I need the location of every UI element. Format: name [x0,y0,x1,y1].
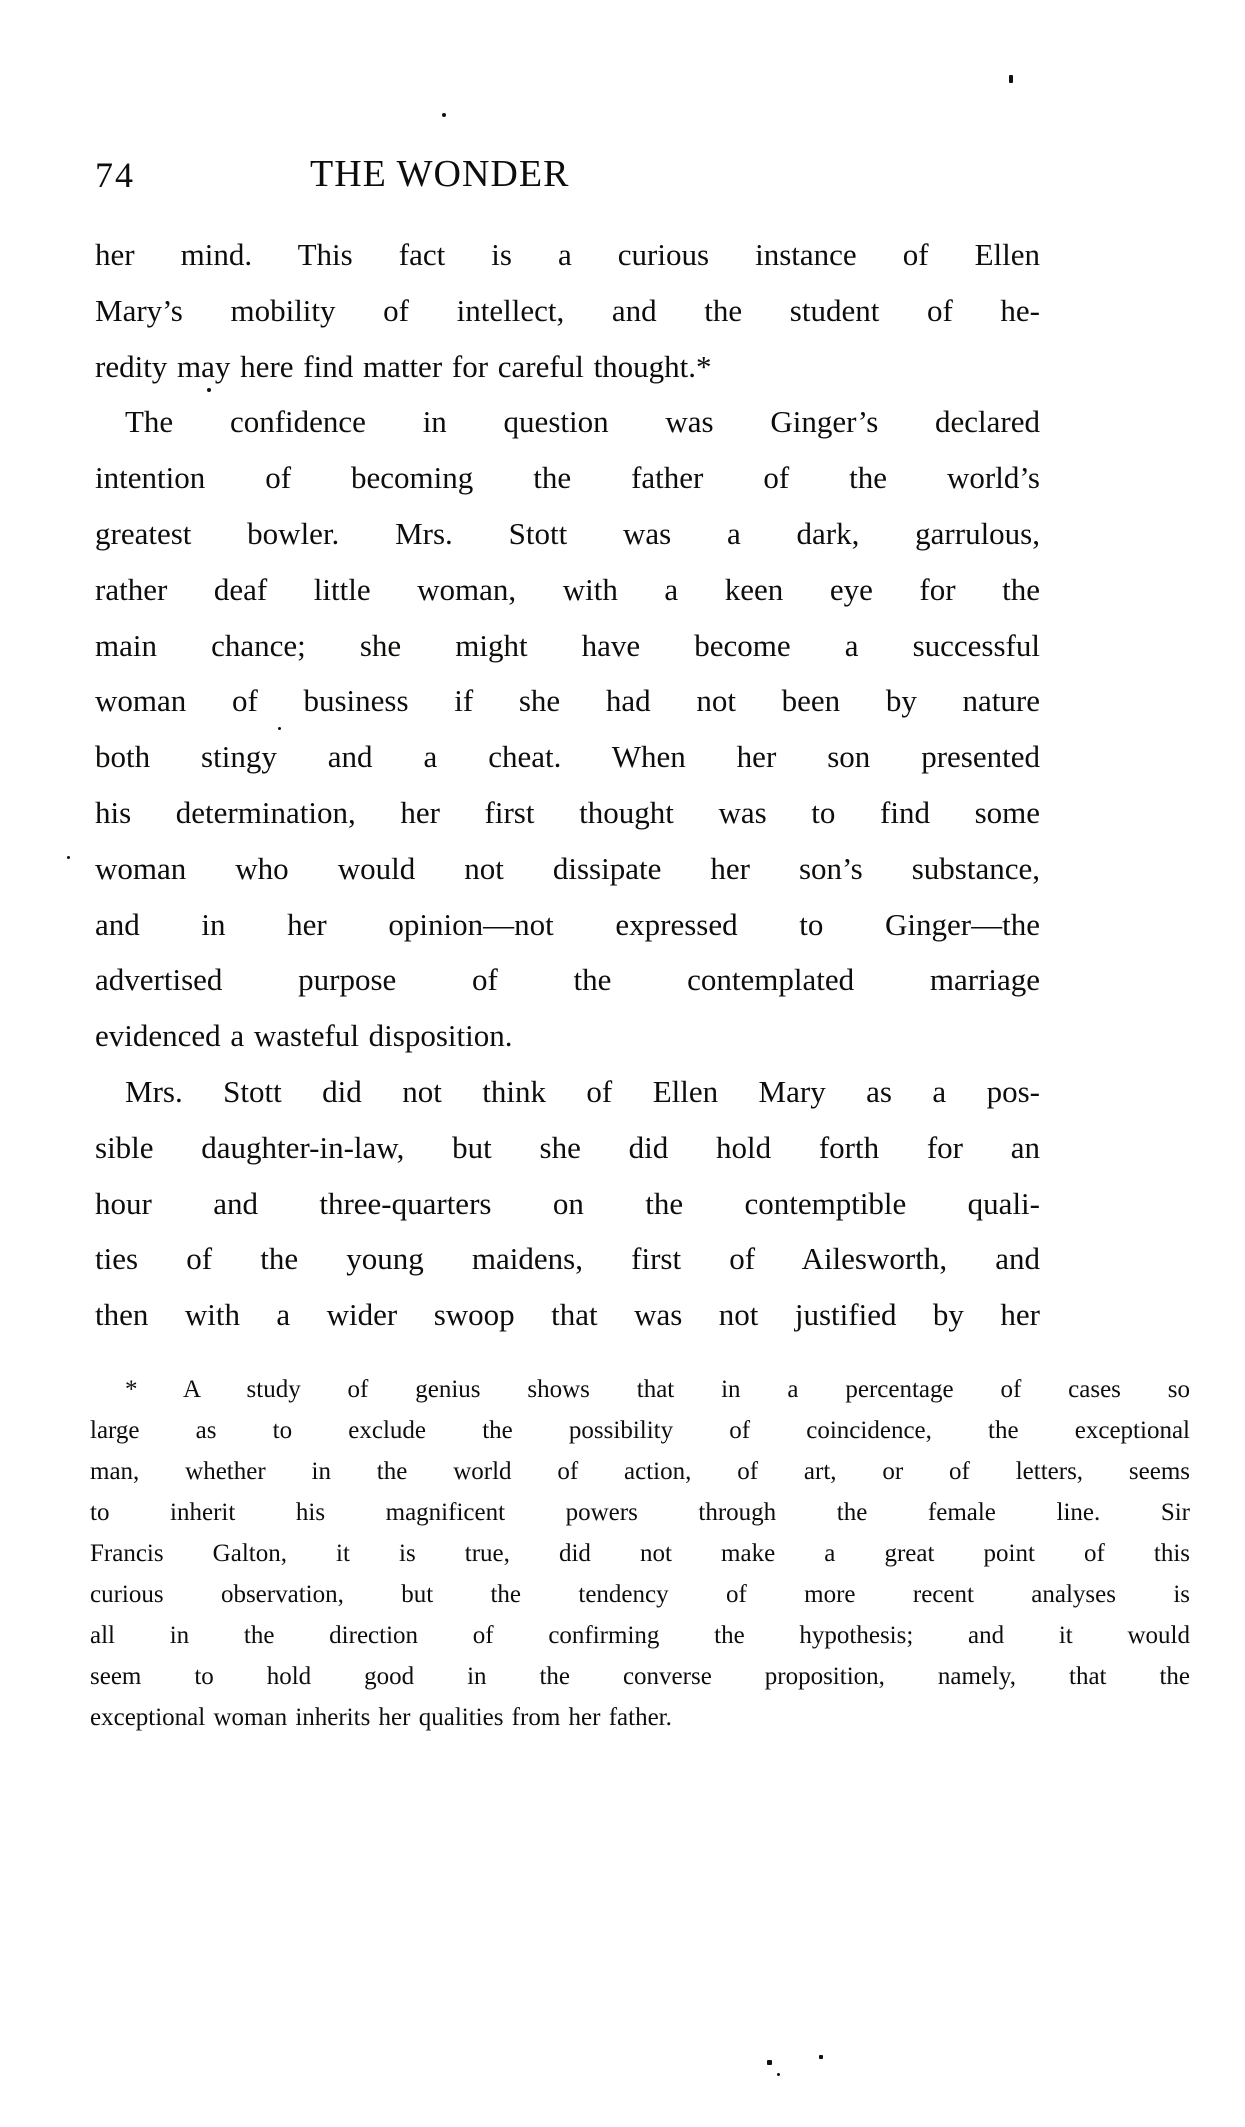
text-line: rather deaf little woman, with a keen eye for the [95,571,1040,607]
body-text [95,227,1040,1343]
text-line: her mind. This fact is a curious instance of Ellen [95,237,1040,272]
text-line: hour and three-quarters on the contemptible quali- [95,1185,1040,1221]
text-line: man, whether in the world of action, of art, or of letters, seems [90,1458,1190,1485]
scan-speck [767,2060,772,2065]
scan-speck [207,388,211,392]
paragraph [95,227,1040,394]
running-header-title: THE WONDER [310,153,570,195]
scan-speck [67,856,70,859]
text-line: all in the direction of confirming the hypothesis; and it would [90,1622,1190,1649]
paragraph [90,1369,1190,1738]
page-number: 74 [95,155,135,195]
text-line: advertised purpose of the contemplated marriage [95,962,1040,998]
text-line: Mary’s mobility of intellect, and the student of he- [95,292,1040,328]
paragraph [95,394,1040,1064]
scan-speck [278,727,281,730]
text-line: seem to hold good in the converse proposition, namely, that the [90,1663,1190,1690]
text-line: ties of the young maidens, first of Ailesworth, and [95,1241,1040,1277]
text-line: main chance; she might have become a successful [95,627,1040,663]
scan-speck [442,113,446,117]
text-line: then with a wider swoop that was not justified by her [95,1297,1040,1333]
scan-speck [819,2055,823,2059]
text-line: to inherit his magnificent powers through the female line. Sir [90,1499,1190,1526]
text-line: greatest bowler. Mrs. Stott was a dark, garrulous, [95,515,1040,551]
text-line: Francis Galton, it is true, did not make a great point of this [90,1540,1190,1567]
text-line: his determination, her first thought was to find some [95,794,1040,830]
text-line: woman who would not dissipate her son’s substance, [95,850,1040,886]
scan-speck [777,2073,780,2076]
text-line: evidenced a wasteful disposition. [95,1018,513,1054]
scan-speck [1009,75,1013,83]
text-line: exceptional woman inherits her qualities from her father. [90,1704,672,1731]
paragraph [95,1064,1040,1343]
text-line: curious observation, but the tendency of more recent analyses is [90,1581,1190,1608]
text-line: large as to exclude the possibility of coincidence, the exceptional [90,1417,1190,1444]
text-line: * A study of genius shows that in a percentage of cases so [125,1376,1190,1403]
text-line: The confidence in question was Ginger’s declared [125,404,1040,440]
text-line: sible daughter-in-law, but she did hold forth for an [95,1129,1040,1165]
text-line: redity may here find matter for careful thought.* [95,348,712,384]
text-line: and in her opinion—not expressed to Ginger—the [95,906,1040,942]
text-line: woman of business if she had not been by nature [95,683,1040,719]
text-line: Mrs. Stott did not think of Ellen Mary as a pos- [125,1073,1040,1109]
text-line: both stingy and a cheat. When her son presented [95,739,1040,775]
footnote-text [90,1369,1190,1738]
text-line: intention of becoming the father of the world’s [95,460,1040,496]
